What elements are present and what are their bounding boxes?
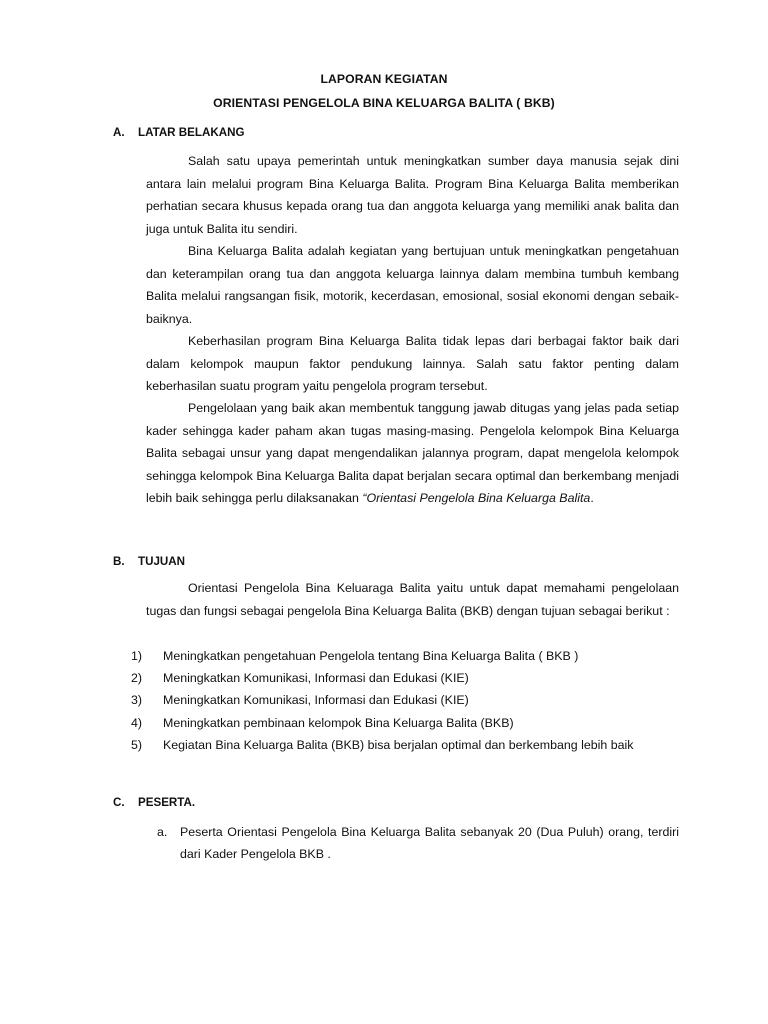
section-a-paragraph-3: Keberhasilan program Bina Keluarga Balita tidak lepas dari berbagai faktor baik dari dalam kelompok maupun faktor pendukung lainnya. Salah satu faktor penting dalam keberhasilan suatu program yaitu pengelola program tersebut. (146, 334, 679, 394)
section-a-paragraph-2: Bina Keluarga Balita adalah kegiatan yang bertujuan untuk meningkatkan pengetahuan dan keterampilan orang tua dan anggota keluarga lainnya dalam membina tumbuh kembang Balita melalui rangsangan fisik, motorik, kecerdasan, emosional, sosial ekonomi dengan sebaik-baiknya. (146, 244, 679, 326)
report-title: LAPORAN KEGIATAN (320, 72, 448, 86)
section-c-heading (113, 796, 195, 809)
report-subtitle: ORIENTASI PENGELOLA BINA KELUARGA BALITA ( BKB) (213, 96, 555, 110)
section-b-number: B. (113, 555, 125, 568)
objectives-list (131, 645, 679, 756)
section-c-number: C. (113, 796, 125, 809)
section-a-paragraph-4: Pengelolaan yang baik akan membentuk tanggung jawab ditugas yang jelas pada setiap kader sehingga kader paham akan tugas masing-masing. Pengelola kelompok Bina Keluarga Balita sebagai unsur yang dapat mengendalikan jalannya program, dapat mengelola kelompok sehingga kelompok Bina Keluarga Balita dapat berjalan secara optimal dan berkembang menjadi lebih baik sehingga perlu dilaksanakan “Orientasi Pengelola Bina Keluarga Balita. (146, 401, 679, 506)
list-item: a. Peserta Orientasi Pengelola Bina Keluarga Balita sebanyak 20 (Dua Puluh) orang, terdiri dari Kader Pengelola BKB . (157, 825, 679, 861)
section-b-title: TUJUAN (138, 555, 186, 568)
italic-quote: “Orientasi Pengelola Bina Keluarga Balita (362, 491, 591, 506)
section-b-intro: Orientasi Pengelola Bina Keluaraga Balita yaitu untuk dapat memahami pengelolaan tugas dan fungsi sebagai pengelola Bina Keluarga Balita (BKB) dengan tujuan sebagai berikut : (146, 581, 679, 618)
list-item: 5) Kegiatan Bina Keluarga Balita (BKB) bisa berjalan optimal dan berkembang lebih baik (131, 737, 634, 752)
section-a-paragraph-1: Salah satu upaya pemerintah untuk meningkatkan sumber daya manusia sejak dini antara lain melalui program Bina Keluarga Balita. Program Bina Keluarga Balita memberikan perhatian secara khusus kepada orang tua dan anggota keluarga yang memiliki anak balita dan juga untuk Balita itu sendiri. (146, 154, 679, 236)
section-a-title: LATAR BELAKANG (138, 126, 245, 139)
list-item: 3) Meningkatkan Komunikasi, Informasi dan Edukasi (KIE) (131, 693, 469, 708)
list-item: 1) Meningkatkan pengetahuan Pengelola tentang Bina Keluarga Balita ( BKB ) (131, 649, 579, 663)
section-b-heading (113, 555, 185, 568)
list-item: 4) Meningkatkan pembinaan kelompok Bina Keluarga Balita (BKB) (131, 715, 514, 730)
section-a-heading (113, 126, 244, 139)
list-item: 2) Meningkatkan Komunikasi, Informasi dan Edukasi (KIE) (131, 671, 469, 686)
section-c-title: PESERTA. (138, 796, 196, 809)
section-a-number: A. (113, 126, 125, 139)
participants-list (157, 821, 679, 865)
